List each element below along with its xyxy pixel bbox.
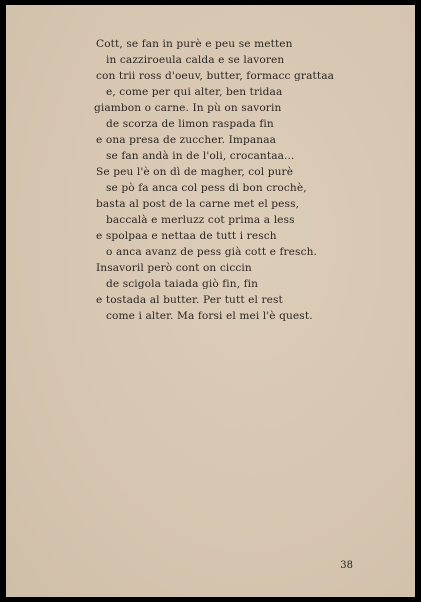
book-page	[6, 5, 415, 597]
poem-line: Insavoril però cont on ciccin	[96, 262, 252, 274]
poem-line: e, come per qui alter, ben tridaa	[106, 86, 283, 98]
poem-line: Cott, se fan in purè e peu se metten	[96, 38, 293, 50]
poem-line: giambon o carne. In pù on savorin	[94, 102, 282, 114]
poem-line: se fan andà in de l'oli, crocantaa...	[106, 150, 295, 162]
poem-line: se pò fa anca col pess di bon crochè,	[106, 182, 307, 194]
poem-line: come i alter. Ma forsi el mei l'è quest.	[106, 310, 313, 322]
poem-line: in cazziroeula calda e se lavoren	[106, 54, 285, 66]
poem-line: de scorza de limon raspada fin	[106, 118, 274, 130]
poem-line: baccalà e merluzz cot prima a less	[106, 214, 295, 226]
poem-line: e spolpaa e nettaa de tutt i resch	[96, 230, 277, 242]
poem-line: Se peu l'è on dì de magher, col purè	[96, 166, 294, 178]
poem-line: e ona presa de zuccher. Impanaa	[96, 134, 277, 146]
poem-line: con trii ross d'oeuv, butter, formacc grattaa	[96, 70, 335, 82]
poem-line: basta al post de la carne met el pess,	[96, 198, 300, 210]
poem-line: e tostada al butter. Per tutt el rest	[96, 294, 283, 306]
page-number: 38	[340, 560, 353, 571]
poem-line: o anca avanz de pess già cott e fresch.	[106, 246, 317, 258]
poem-line: de scigola taiada giò fin, fin	[106, 278, 259, 290]
